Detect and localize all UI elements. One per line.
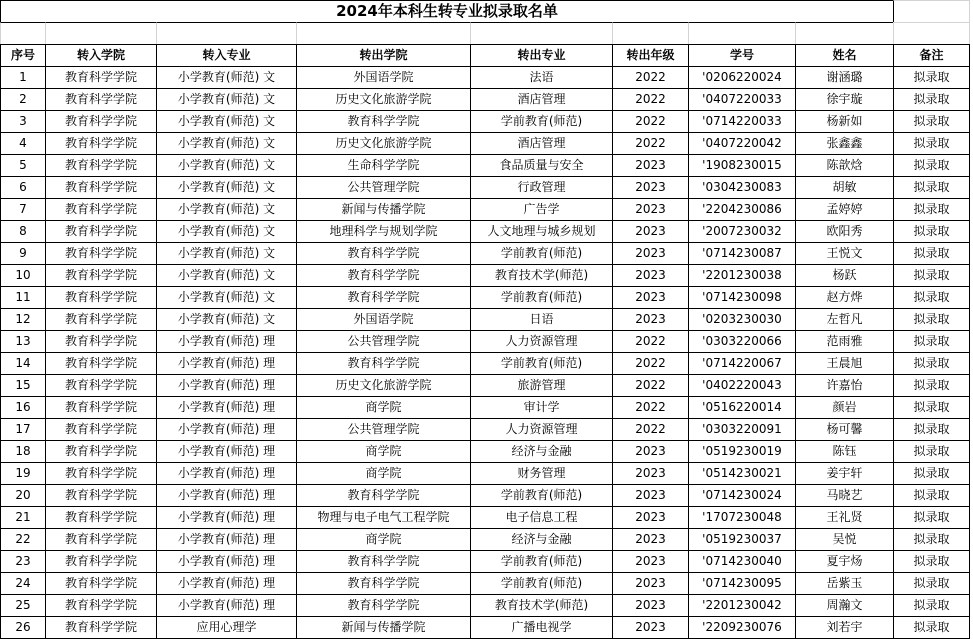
cell-out-major[interactable]: 日语 xyxy=(470,308,612,330)
cell-index[interactable]: 10 xyxy=(0,264,45,286)
cell-out-grade[interactable]: 2023 xyxy=(612,308,688,330)
cell-index[interactable]: 13 xyxy=(0,330,45,352)
cell-out-grade[interactable]: 2023 xyxy=(612,572,688,594)
table-row xyxy=(0,242,970,264)
cell-student-id[interactable]: '2201230038 xyxy=(688,264,795,286)
cell-out-college[interactable]: 新闻与传播学院 xyxy=(296,198,470,220)
cell-in-major[interactable]: 小学教育(师范) 文 xyxy=(156,88,296,110)
cell-in-college[interactable]: 教育科学学院 xyxy=(45,462,156,484)
empty-row xyxy=(0,22,970,44)
cell-in-college[interactable]: 教育科学学院 xyxy=(45,352,156,374)
cell-name[interactable]: 马晓艺 xyxy=(795,484,893,506)
table-row xyxy=(0,506,970,528)
cell-name[interactable]: 王悦文 xyxy=(795,242,893,264)
cell-out-major[interactable]: 酒店管理 xyxy=(470,132,612,154)
cell-name[interactable]: 赵方烨 xyxy=(795,286,893,308)
table-row xyxy=(0,484,970,506)
cell-out-college[interactable]: 公共管理学院 xyxy=(296,418,470,440)
cell-in-college[interactable]: 教育科学学院 xyxy=(45,506,156,528)
cell-in-college[interactable]: 教育科学学院 xyxy=(45,616,156,639)
cell-remark[interactable]: 拟录取 xyxy=(893,308,970,330)
cell-index[interactable]: 3 xyxy=(0,110,45,132)
cell-student-id[interactable]: '0714230040 xyxy=(688,550,795,572)
cell-remark[interactable]: 拟录取 xyxy=(893,550,970,572)
cell-in-major[interactable]: 小学教育(师范) 理 xyxy=(156,374,296,396)
cell-index[interactable]: 12 xyxy=(0,308,45,330)
cell-index[interactable]: 11 xyxy=(0,286,45,308)
cell-out-grade[interactable]: 2022 xyxy=(612,110,688,132)
cell-in-college[interactable]: 教育科学学院 xyxy=(45,132,156,154)
cell-remark[interactable]: 拟录取 xyxy=(893,66,970,88)
cell-remark[interactable]: 拟录取 xyxy=(893,154,970,176)
cell-student-id[interactable]: '0303220066 xyxy=(688,330,795,352)
cell-out-grade[interactable]: 2023 xyxy=(612,528,688,550)
cell-student-id[interactable]: '0203230030 xyxy=(688,308,795,330)
cell-in-major[interactable]: 小学教育(师范) 理 xyxy=(156,506,296,528)
column-header-in-college[interactable]: 转入学院 xyxy=(45,44,156,66)
cell-out-grade[interactable]: 2023 xyxy=(612,220,688,242)
cell-in-major[interactable]: 小学教育(师范) 理 xyxy=(156,484,296,506)
table-row xyxy=(0,572,970,594)
cell-out-major[interactable]: 人文地理与城乡规划 xyxy=(470,220,612,242)
table-row xyxy=(0,264,970,286)
cell-out-major[interactable]: 教育技术学(师范) xyxy=(470,594,612,616)
table-row xyxy=(0,440,970,462)
table-row xyxy=(0,352,970,374)
cell-in-major[interactable]: 小学教育(师范) 理 xyxy=(156,418,296,440)
cell-name[interactable]: 杨可馨 xyxy=(795,418,893,440)
cell-remark[interactable]: 拟录取 xyxy=(893,198,970,220)
cell-remark[interactable]: 拟录取 xyxy=(893,374,970,396)
cell-out-grade[interactable]: 2023 xyxy=(612,264,688,286)
cell-index[interactable]: 26 xyxy=(0,616,45,639)
cell-remark[interactable]: 拟录取 xyxy=(893,506,970,528)
sheet-title[interactable]: 2024年本科生转专业拟录取名单 xyxy=(0,0,893,22)
cell-index[interactable]: 16 xyxy=(0,396,45,418)
cell-index[interactable]: 9 xyxy=(0,242,45,264)
cell-index[interactable]: 22 xyxy=(0,528,45,550)
cell-student-id[interactable]: '0206220024 xyxy=(688,66,795,88)
cell-out-major[interactable]: 财务管理 xyxy=(470,462,612,484)
cell-remark[interactable]: 拟录取 xyxy=(893,132,970,154)
cell-name[interactable]: 杨跃 xyxy=(795,264,893,286)
cell-name[interactable]: 张鑫鑫 xyxy=(795,132,893,154)
table-row xyxy=(0,66,970,88)
cell-out-major[interactable]: 经济与金融 xyxy=(470,440,612,462)
cell-name[interactable]: 孟婷婷 xyxy=(795,198,893,220)
cell-student-id[interactable]: '0303220091 xyxy=(688,418,795,440)
cell-student-id[interactable]: '0407220033 xyxy=(688,88,795,110)
cell-out-college[interactable]: 新闻与传播学院 xyxy=(296,616,470,639)
cell-student-id[interactable]: '0714230087 xyxy=(688,242,795,264)
cell-name[interactable]: 刘若宇 xyxy=(795,616,893,639)
empty-cell[interactable] xyxy=(45,22,156,44)
cell-index[interactable]: 2 xyxy=(0,88,45,110)
table-row xyxy=(0,374,970,396)
cell-name[interactable]: 陈钰 xyxy=(795,440,893,462)
column-header-student-id[interactable]: 学号 xyxy=(688,44,795,66)
cell-in-college[interactable]: 教育科学学院 xyxy=(45,286,156,308)
cell-out-college[interactable]: 外国语学院 xyxy=(296,308,470,330)
table-row xyxy=(0,330,970,352)
table-row xyxy=(0,286,970,308)
cell-in-college[interactable]: 教育科学学院 xyxy=(45,308,156,330)
cell-out-grade[interactable]: 2023 xyxy=(612,594,688,616)
cell-out-major[interactable]: 电子信息工程 xyxy=(470,506,612,528)
cell-student-id[interactable]: '2007230032 xyxy=(688,220,795,242)
cell-out-major[interactable]: 食品质量与安全 xyxy=(470,154,612,176)
cell-out-college[interactable]: 教育科学学院 xyxy=(296,594,470,616)
cell-in-college[interactable]: 教育科学学院 xyxy=(45,176,156,198)
column-header-name[interactable]: 姓名 xyxy=(795,44,893,66)
cell-in-major[interactable]: 小学教育(师范) 理 xyxy=(156,330,296,352)
cell-out-college[interactable]: 教育科学学院 xyxy=(296,484,470,506)
cell-remark[interactable]: 拟录取 xyxy=(893,594,970,616)
cell-out-major[interactable]: 教育技术学(师范) xyxy=(470,264,612,286)
cell-in-major[interactable]: 小学教育(师范) 文 xyxy=(156,242,296,264)
cell-remark[interactable]: 拟录取 xyxy=(893,176,970,198)
cell-remark[interactable]: 拟录取 xyxy=(893,418,970,440)
cell-student-id[interactable]: '0402220043 xyxy=(688,374,795,396)
cell-index[interactable]: 20 xyxy=(0,484,45,506)
cell-student-id[interactable]: '0714220033 xyxy=(688,110,795,132)
cell-in-college[interactable]: 教育科学学院 xyxy=(45,88,156,110)
header-row xyxy=(0,44,970,66)
cell-out-major[interactable]: 人力资源管理 xyxy=(470,330,612,352)
cell-out-major[interactable]: 广告学 xyxy=(470,198,612,220)
cell-name[interactable]: 杨新如 xyxy=(795,110,893,132)
cell-remark[interactable]: 拟录取 xyxy=(893,220,970,242)
cell-out-grade[interactable]: 2022 xyxy=(612,330,688,352)
cell-in-college[interactable]: 教育科学学院 xyxy=(45,242,156,264)
cell-out-major[interactable]: 学前教育(师范) xyxy=(470,352,612,374)
cell-name[interactable]: 王礼贤 xyxy=(795,506,893,528)
cell-in-major[interactable]: 小学教育(师范) 文 xyxy=(156,198,296,220)
cell-out-grade[interactable]: 2023 xyxy=(612,198,688,220)
cell-out-grade[interactable]: 2023 xyxy=(612,616,688,639)
cell-out-college[interactable]: 商学院 xyxy=(296,396,470,418)
cell-index[interactable]: 7 xyxy=(0,198,45,220)
cell-out-grade[interactable]: 2022 xyxy=(612,396,688,418)
cell-remark[interactable]: 拟录取 xyxy=(893,352,970,374)
cell-name[interactable]: 夏宇炀 xyxy=(795,550,893,572)
cell-in-major[interactable]: 小学教育(师范) 文 xyxy=(156,176,296,198)
cell-index[interactable]: 15 xyxy=(0,374,45,396)
cell-out-major[interactable]: 审计学 xyxy=(470,396,612,418)
cell-name[interactable]: 颜岩 xyxy=(795,396,893,418)
cell-in-major[interactable]: 小学教育(师范) 理 xyxy=(156,572,296,594)
empty-cell[interactable] xyxy=(688,22,795,44)
table-row xyxy=(0,550,970,572)
cell-index[interactable]: 25 xyxy=(0,594,45,616)
table-row xyxy=(0,528,970,550)
cell-in-college[interactable]: 教育科学学院 xyxy=(45,484,156,506)
cell-out-college[interactable]: 教育科学学院 xyxy=(296,242,470,264)
cell-out-major[interactable]: 学前教育(师范) xyxy=(470,110,612,132)
cell-index[interactable]: 8 xyxy=(0,220,45,242)
cell-out-major[interactable]: 酒店管理 xyxy=(470,88,612,110)
column-header-remark[interactable]: 备注 xyxy=(893,44,970,66)
cell-in-major[interactable]: 小学教育(师范) 文 xyxy=(156,220,296,242)
cell-name[interactable]: 范雨雅 xyxy=(795,330,893,352)
cell-in-major[interactable]: 小学教育(师范) 理 xyxy=(156,594,296,616)
cell-out-college[interactable]: 历史文化旅游学院 xyxy=(296,374,470,396)
cell-index[interactable]: 6 xyxy=(0,176,45,198)
cell-remark[interactable]: 拟录取 xyxy=(893,440,970,462)
cell-remark[interactable]: 拟录取 xyxy=(893,242,970,264)
cell-index[interactable]: 5 xyxy=(0,154,45,176)
table-row xyxy=(0,594,970,616)
cell-in-college[interactable]: 教育科学学院 xyxy=(45,594,156,616)
cell-out-college[interactable]: 商学院 xyxy=(296,462,470,484)
cell-out-college[interactable]: 商学院 xyxy=(296,440,470,462)
cell-name[interactable]: 左哲凡 xyxy=(795,308,893,330)
cell-out-grade[interactable]: 2023 xyxy=(612,484,688,506)
cell-out-college[interactable]: 地理科学与规划学院 xyxy=(296,220,470,242)
cell-student-id[interactable]: '0714230095 xyxy=(688,572,795,594)
cell-out-grade[interactable]: 2023 xyxy=(612,154,688,176)
cell-index[interactable]: 23 xyxy=(0,550,45,572)
cell-student-id[interactable]: '0304230083 xyxy=(688,176,795,198)
cell-out-major[interactable]: 广播电视学 xyxy=(470,616,612,639)
cell-in-major[interactable]: 小学教育(师范) 文 xyxy=(156,154,296,176)
cell-index[interactable]: 1 xyxy=(0,66,45,88)
table-row xyxy=(0,110,970,132)
cell-in-college[interactable]: 教育科学学院 xyxy=(45,550,156,572)
cell-in-major[interactable]: 小学教育(师范) 理 xyxy=(156,550,296,572)
cell-in-major[interactable]: 小学教育(师范) 文 xyxy=(156,286,296,308)
cell-out-college[interactable]: 历史文化旅游学院 xyxy=(296,132,470,154)
cell-remark[interactable]: 拟录取 xyxy=(893,616,970,639)
empty-cell[interactable] xyxy=(612,22,688,44)
cell-in-college[interactable]: 教育科学学院 xyxy=(45,220,156,242)
cell-out-major[interactable]: 行政管理 xyxy=(470,176,612,198)
cell-out-grade[interactable]: 2023 xyxy=(612,440,688,462)
empty-cell[interactable] xyxy=(470,22,612,44)
cell-out-college[interactable]: 公共管理学院 xyxy=(296,330,470,352)
table-row xyxy=(0,88,970,110)
cell-remark[interactable]: 拟录取 xyxy=(893,462,970,484)
table-row xyxy=(0,462,970,484)
cell-out-college[interactable]: 物理与电子电气工程学院 xyxy=(296,506,470,528)
cell-in-college[interactable]: 教育科学学院 xyxy=(45,330,156,352)
cell-in-major[interactable]: 小学教育(师范) 文 xyxy=(156,66,296,88)
cell-remark[interactable]: 拟录取 xyxy=(893,330,970,352)
cell-out-college[interactable]: 历史文化旅游学院 xyxy=(296,88,470,110)
empty-cell[interactable] xyxy=(296,22,470,44)
cell-out-grade[interactable]: 2023 xyxy=(612,176,688,198)
cell-out-major[interactable]: 学前教育(师范) xyxy=(470,242,612,264)
cell-student-id[interactable]: '2204230086 xyxy=(688,198,795,220)
cell-out-college[interactable]: 教育科学学院 xyxy=(296,352,470,374)
table-row xyxy=(0,154,970,176)
cell-name[interactable]: 谢涵璐 xyxy=(795,66,893,88)
cell-in-college[interactable]: 教育科学学院 xyxy=(45,198,156,220)
cell-out-college[interactable]: 公共管理学院 xyxy=(296,176,470,198)
cell-out-college[interactable]: 教育科学学院 xyxy=(296,572,470,594)
cell-out-major[interactable]: 学前教育(师范) xyxy=(470,572,612,594)
cell-student-id[interactable]: '0516220014 xyxy=(688,396,795,418)
cell-index[interactable]: 18 xyxy=(0,440,45,462)
cell-in-major[interactable]: 应用心理学 xyxy=(156,616,296,639)
cell-in-college[interactable]: 教育科学学院 xyxy=(45,440,156,462)
cell-student-id[interactable]: '0519230037 xyxy=(688,528,795,550)
cell-name[interactable]: 胡敏 xyxy=(795,176,893,198)
cell-in-college[interactable]: 教育科学学院 xyxy=(45,66,156,88)
cell-remark[interactable]: 拟录取 xyxy=(893,264,970,286)
cell-in-major[interactable]: 小学教育(师范) 理 xyxy=(156,352,296,374)
cell-out-college[interactable]: 生命科学学院 xyxy=(296,154,470,176)
cell-student-id[interactable]: '2201230042 xyxy=(688,594,795,616)
cell-out-college[interactable]: 教育科学学院 xyxy=(296,110,470,132)
cell-in-major[interactable]: 小学教育(师范) 理 xyxy=(156,396,296,418)
cell-name[interactable]: 徐宇璇 xyxy=(795,88,893,110)
cell-index[interactable]: 21 xyxy=(0,506,45,528)
cell-out-grade[interactable]: 2022 xyxy=(612,418,688,440)
cell-out-grade[interactable]: 2023 xyxy=(612,506,688,528)
cell-name[interactable]: 王晨旭 xyxy=(795,352,893,374)
column-header-out-college[interactable]: 转出学院 xyxy=(296,44,470,66)
cell-remark[interactable]: 拟录取 xyxy=(893,528,970,550)
cell-student-id[interactable]: '2209230076 xyxy=(688,616,795,639)
cell-in-college[interactable]: 教育科学学院 xyxy=(45,528,156,550)
cell-out-major[interactable]: 人力资源管理 xyxy=(470,418,612,440)
cell-in-college[interactable]: 教育科学学院 xyxy=(45,374,156,396)
cell-student-id[interactable]: '1908230015 xyxy=(688,154,795,176)
cell-index[interactable]: 4 xyxy=(0,132,45,154)
cell-out-grade[interactable]: 2022 xyxy=(612,374,688,396)
cell-out-grade[interactable]: 2022 xyxy=(612,132,688,154)
cell-out-college[interactable]: 外国语学院 xyxy=(296,66,470,88)
cell-name[interactable]: 许嘉怡 xyxy=(795,374,893,396)
cell-in-college[interactable]: 教育科学学院 xyxy=(45,396,156,418)
column-header-out-grade[interactable]: 转出年级 xyxy=(612,44,688,66)
table-row xyxy=(0,308,970,330)
cell-student-id[interactable]: '0514230021 xyxy=(688,462,795,484)
cell-in-major[interactable]: 小学教育(师范) 文 xyxy=(156,264,296,286)
cell-out-college[interactable]: 教育科学学院 xyxy=(296,550,470,572)
cell-remark[interactable]: 拟录取 xyxy=(893,484,970,506)
cell-out-college[interactable]: 商学院 xyxy=(296,528,470,550)
table-row xyxy=(0,396,970,418)
column-header-in-major[interactable]: 转入专业 xyxy=(156,44,296,66)
column-header-index[interactable]: 序号 xyxy=(0,44,45,66)
cell-student-id[interactable]: '0714230024 xyxy=(688,484,795,506)
cell-out-grade[interactable]: 2023 xyxy=(612,462,688,484)
cell-in-college[interactable]: 教育科学学院 xyxy=(45,418,156,440)
cell-in-college[interactable]: 教育科学学院 xyxy=(45,264,156,286)
cell-out-major[interactable]: 旅游管理 xyxy=(470,374,612,396)
table-row xyxy=(0,132,970,154)
cell-remark[interactable]: 拟录取 xyxy=(893,88,970,110)
cell-out-grade[interactable]: 2023 xyxy=(612,286,688,308)
cell-in-major[interactable]: 小学教育(师范) 文 xyxy=(156,308,296,330)
cell-out-college[interactable]: 教育科学学院 xyxy=(296,264,470,286)
table-row xyxy=(0,418,970,440)
empty-cell[interactable] xyxy=(156,22,296,44)
empty-cell[interactable] xyxy=(893,0,970,22)
cell-out-major[interactable]: 学前教育(师范) xyxy=(470,286,612,308)
cell-out-grade[interactable]: 2023 xyxy=(612,242,688,264)
empty-cell[interactable] xyxy=(0,22,45,44)
cell-student-id[interactable]: '0407220042 xyxy=(688,132,795,154)
cell-index[interactable]: 17 xyxy=(0,418,45,440)
cell-remark[interactable]: 拟录取 xyxy=(893,110,970,132)
cell-name[interactable]: 岳紫玉 xyxy=(795,572,893,594)
cell-in-college[interactable]: 教育科学学院 xyxy=(45,572,156,594)
cell-index[interactable]: 19 xyxy=(0,462,45,484)
empty-cell[interactable] xyxy=(893,22,970,44)
cell-out-grade[interactable]: 2022 xyxy=(612,88,688,110)
table-row xyxy=(0,198,970,220)
cell-out-grade[interactable]: 2022 xyxy=(612,66,688,88)
cell-out-major[interactable]: 法语 xyxy=(470,66,612,88)
cell-out-grade[interactable]: 2022 xyxy=(612,352,688,374)
table-row xyxy=(0,220,970,242)
cell-in-major[interactable]: 小学教育(师范) 文 xyxy=(156,132,296,154)
empty-cell[interactable] xyxy=(795,22,893,44)
cell-student-id[interactable]: '0714220067 xyxy=(688,352,795,374)
cell-name[interactable]: 陈歆焓 xyxy=(795,154,893,176)
cell-remark[interactable]: 拟录取 xyxy=(893,286,970,308)
cell-remark[interactable]: 拟录取 xyxy=(893,396,970,418)
cell-student-id[interactable]: '0519230019 xyxy=(688,440,795,462)
cell-out-college[interactable]: 教育科学学院 xyxy=(296,286,470,308)
cell-name[interactable]: 欧阳秀 xyxy=(795,220,893,242)
cell-out-major[interactable]: 经济与金融 xyxy=(470,528,612,550)
cell-out-major[interactable]: 学前教育(师范) xyxy=(470,484,612,506)
table-row xyxy=(0,616,970,639)
cell-in-major[interactable]: 小学教育(师范) 文 xyxy=(156,110,296,132)
cell-in-major[interactable]: 小学教育(师范) 理 xyxy=(156,462,296,484)
cell-out-major[interactable]: 学前教育(师范) xyxy=(470,550,612,572)
cell-name[interactable]: 吴悦 xyxy=(795,528,893,550)
cell-in-major[interactable]: 小学教育(师范) 理 xyxy=(156,528,296,550)
column-header-out-major[interactable]: 转出专业 xyxy=(470,44,612,66)
cell-name[interactable]: 周瀚文 xyxy=(795,594,893,616)
cell-index[interactable]: 14 xyxy=(0,352,45,374)
cell-name[interactable]: 姜宇轩 xyxy=(795,462,893,484)
cell-in-college[interactable]: 教育科学学院 xyxy=(45,154,156,176)
cell-remark[interactable]: 拟录取 xyxy=(893,572,970,594)
cell-index[interactable]: 24 xyxy=(0,572,45,594)
cell-student-id[interactable]: '0714230098 xyxy=(688,286,795,308)
cell-student-id[interactable]: '1707230048 xyxy=(688,506,795,528)
cell-in-major[interactable]: 小学教育(师范) 理 xyxy=(156,440,296,462)
cell-in-college[interactable]: 教育科学学院 xyxy=(45,110,156,132)
title-row xyxy=(0,0,970,22)
table-row xyxy=(0,176,970,198)
cell-out-grade[interactable]: 2023 xyxy=(612,550,688,572)
